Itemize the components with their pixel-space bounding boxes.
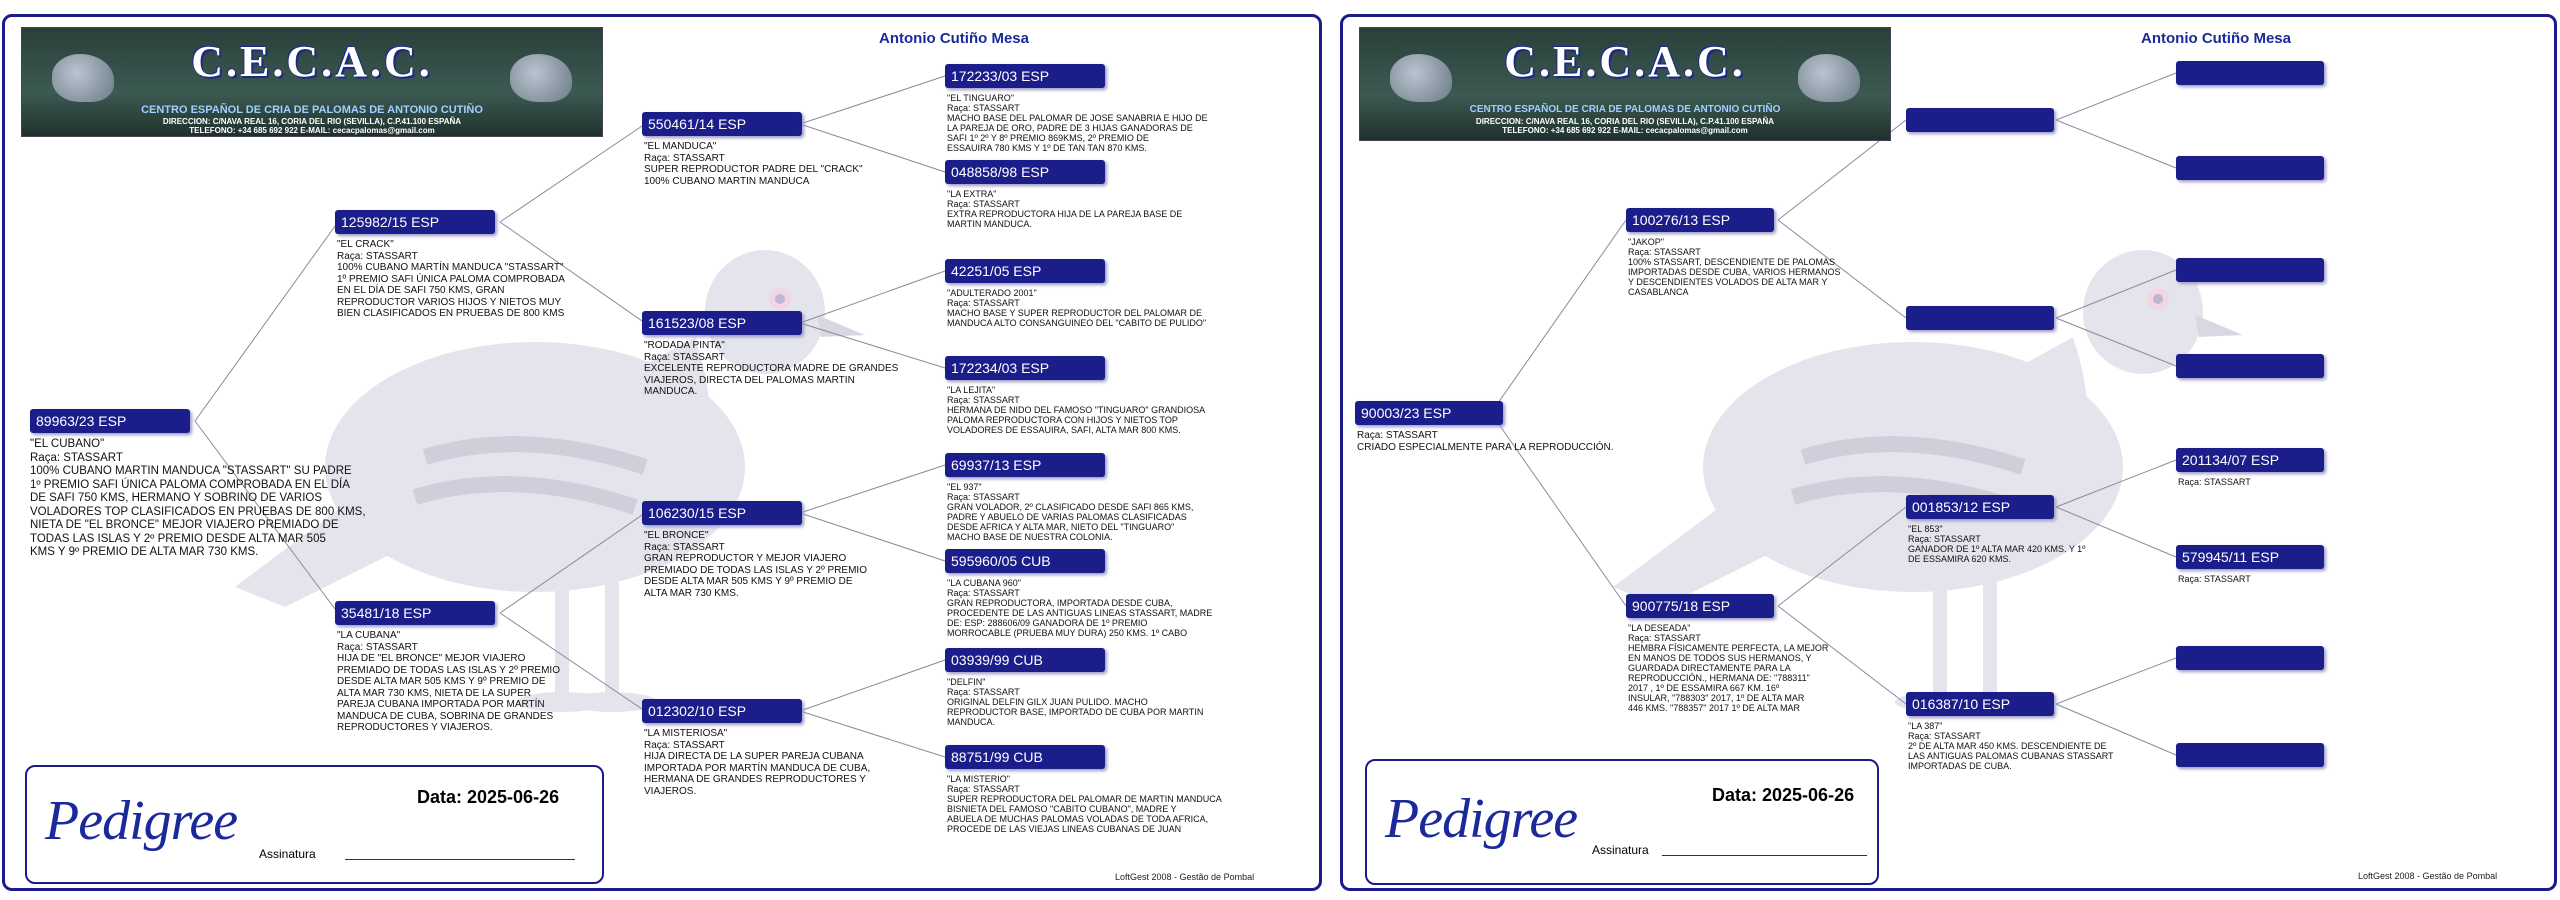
cecac-banner-logo [21, 27, 603, 137]
banner-subtitle: CENTRO ESPAÑOL DE CRIA DE PALOMAS DE ANTONIO CUTIÑO [1469, 104, 1781, 115]
banner-title: C.E.C.A.C. [1504, 37, 1746, 86]
sire-sire-ring[interactable]: 550461/14 ESP [642, 112, 802, 136]
sire-ring[interactable]: 125982/15 ESP [335, 210, 495, 234]
dam-dam-ring[interactable]: 016387/10 ESP [1906, 692, 2054, 716]
dam-dam-description: "LA 387" Raça: STASSART 2º DE ALTA MAR 450 KMS. DESCENDIENTE DE LAS ANTIGUAS PALOMAS CUBANAS STASSART IMPORTADAS DE CUBA. [1908, 721, 2114, 771]
dam-sire-ring[interactable]: 001853/12 ESP [1906, 495, 2054, 519]
ss-sire-ring[interactable]: 172233/03 ESP [945, 64, 1105, 88]
subject-description: "EL CUBANO" Raça: STASSART 100% CUBANO MARTIN MANDUCA "STASSART" SU PADRE 1º PREMIO SAFI ÚNICA PALOMA COMPROBADA EN EL DÍA DE SAFI 750 KMS, HERMANO Y SOBRINO DE VARIOS VOLADORES TOP CLASIFICADOS EN PRUEBAS DE 800 KMS, NIETA DE "EL BRONCE" MEJOR VIAJERO PREMIADO DE TODAS LAS ISLAS Y 2º PREMIO DESDE ALTA MAR 505 KMS Y 9º PREMIO DE ALTA MAR 730 KMS. [30, 438, 366, 558]
dd-sire-ring[interactable]: 03939/99 CUB [945, 648, 1105, 672]
ds-sire-description: Raça: STASSART [2178, 477, 2251, 487]
dd-dam-description: "LA MISTERIO" Raça: STASSART SUPER REPRODUCTORA DEL PALOMAR DE MARTIN MANDUCA BISNIETA DEL FAMOSO "CABITO CUBANO", MADRE Y ABUELA DE MUCHAS PALOMAS VOLADAS DE TODA AFRICA, PROCEDE DE LAS VIEJAS LINEAS CUBANAS DE JUAN [947, 774, 1222, 834]
sire-description: "JAKOP" Raça: STASSART 100% STASSART, DESCENDIENTE DE PALOMAS IMPORTADAS DESDE CUBA, VARIOS HERMANOS Y DESCENDIENTES VOLADOS DE ALTA MAR Y CASABLANCA [1628, 237, 1841, 297]
dam-dam-description: "LA MISTERIOSA" Raça: STASSART HIJA DIRECTA DE LA SUPER PAREJA CUBANA IMPORTADA POR MARTÍN MANDUCA DE CUBA, HERMANA DE GRANDES REPRODUCTORES Y VIAJEROS. [644, 728, 871, 797]
sd-sire-ring[interactable]: 42251/05 ESP [945, 259, 1105, 283]
dam-sire-description: "EL BRONCE" Raça: STASSART GRAN REPRODUCTOR Y MEJOR VIAJERO PREMIADO DE TODAS LAS ISLAS Y 2º PREMIO DESDE ALTA MAR 505 KMS Y 9º PREMIO DE ALTA MAR 730 KMS. [644, 530, 867, 599]
owner-name: Antonio Cutiño Mesa [879, 30, 1029, 47]
ss-dam-ring[interactable] [2176, 156, 2324, 180]
dam-sire-description: "EL 853" Raça: STASSART GANADOR DE 1º ALTA MAR 420 KMS. Y 1º DE ESSAMIRA 620 KMS. [1908, 524, 2086, 564]
ds-dam-description: "LA CUBANA 960" Raça: STASSART GRAN REPRODUCTORA, IMPORTADA DESDE CUBA, PROCEDENTE DE LAS ANTIGUAS LINEAS STASSART, MADRE DE: ESP: 288606/09 GANADORA DE 1º PREMIO MORROCABLE (PRUEBA MUY DURA) 250 KMS. 1º CABO [947, 578, 1213, 638]
banner-contact: TELEFONO: +34 685 692 922 E-MAIL: cecacpalomas@gmail.com [1502, 126, 1748, 135]
signature-line[interactable] [1662, 855, 1867, 856]
signature-label: Assinatura [259, 847, 316, 861]
software-credit: LoftGest 2008 - Gestão de Pombal [1115, 872, 1255, 882]
dam-ring[interactable]: 900775/18 ESP [1626, 594, 1774, 618]
sd-dam-ring[interactable] [2176, 354, 2324, 378]
sire-ring[interactable]: 100276/13 ESP [1626, 208, 1774, 232]
signature-label: Assinatura [1592, 843, 1649, 857]
ds-sire-description: "EL 937" Raça: STASSART GRAN VOLADOR, 2º CLASIFICADO DESDE SAFI 865 KMS, PADRE Y ABUELO DE VARIAS PALOMAS CLASIFICADAS DESDE AFRICA Y ALTA MAR, NIETO DEL "TINGUARO" MACHO BASE DE NUESTRA COLONIA. [947, 482, 1194, 542]
pedigree-script-title: Pedigree [45, 790, 238, 852]
owner-name: Antonio Cutiño Mesa [2141, 30, 2291, 47]
pedigree-footer-box [25, 765, 604, 884]
ds-dam-description: Raça: STASSART [2178, 574, 2251, 584]
ds-dam-ring[interactable]: 595960/05 CUB [945, 549, 1105, 573]
ss-dam-description: "LA EXTRA" Raça: STASSART EXTRA REPRODUCTORA HIJA DE LA PAREJA BASE DE MARTIN MANDUCA. [947, 189, 1183, 229]
dam-description: "LA CUBANA" Raça: STASSART HIJA DE "EL BRONCE" MEJOR VIAJERO PREMIADO DE TODAS LAS ISLAS Y 2º PREMIO DESDE ALTA MAR 505 KMS Y 9º PREMIO DE ALTA MAR 730 KMS, NIETA DE LA SUPER PAREJA CUBANA IMPORTADA POR MARTÍN MANDUCA DE CUBA, SOBRINA DE GRANDES REPRODUCTORES Y VIAJEROS. [337, 630, 560, 733]
subject-description: Raça: STASSART CRIADO ESPECIALMENTE PARA LA REPRODUCCIÓN. [1357, 430, 1614, 453]
banner-address: DIRECCION: C/NAVA REAL 16, CORIA DEL RIO (SEVILLA), C.P.41.100 ESPAÑA [162, 117, 462, 126]
banner-subtitle: CENTRO ESPAÑOL DE CRIA DE PALOMAS DE ANTONIO CUTIÑO [141, 104, 483, 116]
banner-contact: TELEFONO: +34 685 692 922 E-MAIL: cecacpalomas@gmail.com [189, 126, 435, 135]
pedigree-date: Data: 2025-06-26 [417, 787, 560, 807]
dam-ring[interactable]: 35481/18 ESP [335, 601, 495, 625]
dam-description: "LA DESEADA" Raça: STASSART HEMBRA FÍSICAMENTE PERFECTA, LA MEJOR EN MANOS DE TODOS SUS HERMANOS, Y GUARDADA DIRECTAMENTE PARA LA REPRODUCCIÓN., HERMANA DE: "788311" 2017 , 1º DE ESSAMIRA 667 KM. 16º INSULAR, "788303" 2017, 1º DE ALTA MAR 446 KMS. "788357" 2017 1º DE ALTA MAR [1628, 623, 1829, 713]
ss-dam-ring[interactable]: 048858/98 ESP [945, 160, 1105, 184]
pedigree-script-title: Pedigree [1385, 788, 1578, 850]
pedigree-footer-box [1365, 759, 1879, 885]
ss-sire-ring[interactable] [2176, 61, 2324, 85]
ds-sire-ring[interactable]: 69937/13 ESP [945, 453, 1105, 477]
banner-address: DIRECCION: C/NAVA REAL 16, CORIA DEL RIO (SEVILLA), C.P.41.100 ESPAÑA [1475, 117, 1775, 126]
ds-sire-ring[interactable]: 201134/07 ESP [2176, 448, 2324, 472]
dd-dam-ring[interactable] [2176, 743, 2324, 767]
sd-sire-ring[interactable] [2176, 258, 2324, 282]
cecac-banner-logo [1359, 27, 1891, 141]
pedigree-date: Data: 2025-06-26 [1712, 785, 1855, 805]
dam-sire-ring[interactable]: 106230/15 ESP [642, 501, 802, 525]
sire-dam-ring[interactable] [1906, 306, 2054, 330]
software-credit: LoftGest 2008 - Gestão de Pombal [2358, 871, 2498, 881]
ss-sire-description: "EL TINGUARO" Raça: STASSART MACHO BASE DEL PALOMAR DE JOSE SANABRIA E HIJO DE LA PAREJA DE ORO, PADRE DE 3 HIJAS GANADORAS DE SAFI 1º 2º Y 8º PREMIO 869KMS, 2º PREMIO DE ESSAUIRA 780 KMS Y 1º DE TAN TAN 870 KMS. [947, 93, 1208, 153]
sd-sire-description: "ADULTERADO 2001" Raça: STASSART MACHO BASE Y SUPER REPRODUCTOR DEL PALOMAR DE MANDUCA ALTO CONSANGUINEO DEL "CABITO DE PULIDO" [947, 288, 1207, 328]
ds-dam-ring[interactable]: 579945/11 ESP [2176, 545, 2324, 569]
sire-dam-description: "RODADA PINTA" Raça: STASSART EXCELENTE REPRODUCTORA MADRE DE GRANDES VIAJEROS, DIRECTA DEL PALOMAS MARTIN MANDUCA. [644, 340, 899, 397]
pedigree-sheet-left [2, 14, 1322, 891]
dd-dam-ring[interactable]: 88751/99 CUB [945, 745, 1105, 769]
subject-ring[interactable]: 90003/23 ESP [1355, 401, 1503, 425]
dd-sire-ring[interactable] [2176, 646, 2324, 670]
sd-dam-description: "LA LEJITA" Raça: STASSART HERMANA DE NIDO DEL FAMOSO "TINGUARO" GRANDIOSA PALOMA REPRODUCTORA CON HIJOS Y NIETOS TOP VOLADORES DE ESSAUIRA, SAFI, ALTA MAR 800 KMS. [947, 385, 1206, 435]
pedigree-sheet-right [1340, 14, 2557, 891]
dam-dam-ring[interactable]: 012302/10 ESP [642, 699, 802, 723]
sd-dam-ring[interactable]: 172234/03 ESP [945, 356, 1105, 380]
sire-description: "EL CRACK" Raça: STASSART 100% CUBANO MARTÍN MANDUCA "STASSART" 1º PREMIO SAFI ÚNICA PALOMA COMPROBADA EN EL DÍA DE SAFI 750 KMS, GRAN REPRODUCTOR VARIOS HIJOS Y NIETOS MUY BIEN CLASIFICADOS EN PRUEBAS DE 800 KMS [337, 239, 565, 319]
dd-sire-description: "DELFIN" Raça: STASSART ORIGINAL DELFIN GILX JUAN PULIDO. MACHO REPRODUCTOR BASE, IMPORTADO DE CUBA POR MARTIN MANDUCA. [947, 677, 1204, 727]
subject-ring[interactable]: 89963/23 ESP [30, 409, 190, 433]
sire-sire-description: "EL MANDUCA" Raça: STASSART SUPER REPRODUCTOR PADRE DEL "CRACK" 100% CUBANO MARTIN MANDUCA [644, 141, 863, 187]
sire-sire-ring[interactable] [1906, 108, 2054, 132]
sire-dam-ring[interactable]: 161523/08 ESP [642, 311, 802, 335]
signature-line[interactable] [345, 859, 575, 860]
banner-title: C.E.C.A.C. [191, 37, 433, 86]
